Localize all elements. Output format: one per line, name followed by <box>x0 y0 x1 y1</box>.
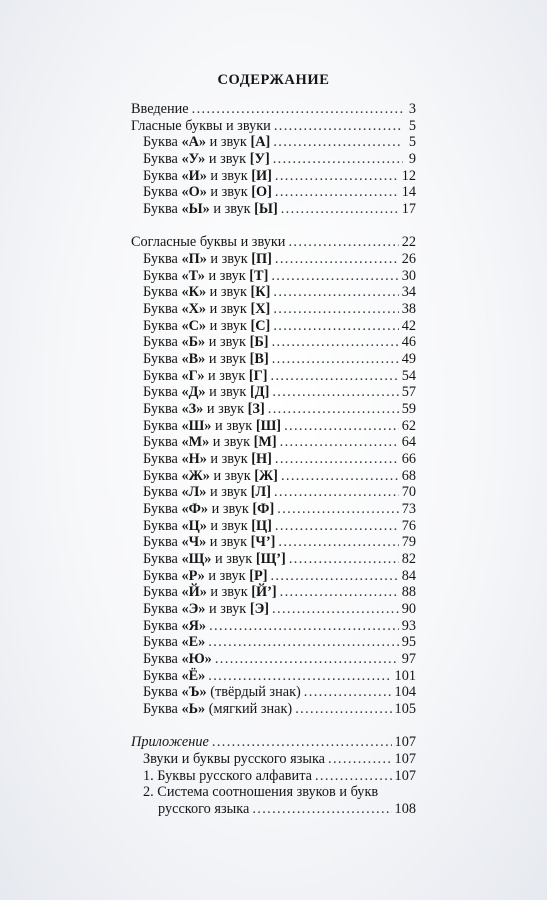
entry-sound: [Щ’] <box>255 551 286 567</box>
entry-letter: «Щ» <box>181 551 212 567</box>
page-number: 105 <box>394 701 416 717</box>
entry-prefix: Буква <box>143 318 182 334</box>
entry-prefix: Буква <box>143 434 182 450</box>
entry-prefix: Буква <box>143 684 182 700</box>
entry-letter: «П» <box>181 251 207 267</box>
toc-entry[interactable] <box>143 184 416 201</box>
entry-label <box>143 484 271 501</box>
toc-entry[interactable] <box>143 684 416 701</box>
entry-letter: «Ё» <box>181 668 206 684</box>
entry-letter: «О» <box>181 184 207 200</box>
toc-entry[interactable] <box>143 501 416 518</box>
entry-middle: и звук <box>211 418 256 434</box>
entry-label <box>143 668 205 685</box>
page-number: 108 <box>394 801 416 817</box>
page-number: 26 <box>401 251 416 267</box>
entry-middle: и звук <box>205 384 250 400</box>
dot-leader <box>208 668 391 685</box>
dot-leader <box>280 584 399 601</box>
entry-letter: «Й» <box>181 584 207 600</box>
entry-sound: [Т] <box>249 268 269 284</box>
entry-prefix: Буква <box>143 351 182 367</box>
dot-leader <box>288 234 398 251</box>
entry-middle: и звук <box>211 551 256 567</box>
entry-letter: «Т» <box>181 268 205 284</box>
entry-sound: [О] <box>251 184 272 200</box>
entry-letter: «В» <box>181 351 206 367</box>
entry-sound: [Ш] <box>255 418 282 434</box>
dot-leader <box>215 651 399 668</box>
dot-leader <box>268 401 399 418</box>
page-number: 3 <box>408 101 416 117</box>
page-number: 107 <box>394 768 416 784</box>
entry-label <box>143 401 265 418</box>
entry-label <box>143 268 268 285</box>
toc-entry[interactable] <box>143 384 416 401</box>
entry-middle: и звук <box>206 168 252 184</box>
entry-sound: [Э] <box>249 601 270 617</box>
entry-sound: [Й’] <box>251 584 277 600</box>
entry-letter: «З» <box>181 401 204 417</box>
entry-sound: [К] <box>250 284 271 300</box>
entry-middle: и звук <box>209 434 254 450</box>
toc-entry[interactable] <box>143 618 416 635</box>
page-number: 12 <box>401 168 416 184</box>
toc-entry[interactable] <box>143 784 378 801</box>
entry-label <box>143 368 268 385</box>
entry-sound: [М] <box>253 434 277 450</box>
dot-leader <box>295 701 391 718</box>
entry-letter: «М» <box>181 434 210 450</box>
page-number: 49 <box>401 351 416 367</box>
entry-letter: «У» <box>181 151 206 167</box>
entry-prefix: Буква <box>143 568 182 584</box>
entry-sound: [Р] <box>249 568 268 584</box>
page-number: 14 <box>401 184 416 200</box>
page-number: 38 <box>401 301 416 317</box>
page-number: 104 <box>394 684 416 700</box>
entry-letter: «Ф» <box>181 501 209 517</box>
page-number: 76 <box>401 518 416 534</box>
entry-letter: «Я» <box>181 618 207 634</box>
entry-sound: [В] <box>249 351 269 367</box>
entry-label <box>143 568 267 585</box>
entry-label <box>143 618 206 635</box>
entry-sound: [Х] <box>250 301 271 317</box>
page-number: 79 <box>401 534 416 550</box>
dot-leader <box>273 151 403 168</box>
entry-label <box>143 318 270 335</box>
page-number: 68 <box>401 468 416 484</box>
page-number: 66 <box>401 451 416 467</box>
dot-leader <box>289 551 399 568</box>
toc-entry[interactable] <box>143 401 416 418</box>
entry-label <box>143 201 278 218</box>
entry-middle: и звук <box>206 534 251 550</box>
dot-leader <box>275 168 399 185</box>
toc-entry[interactable] <box>143 284 416 301</box>
entry-label <box>143 784 378 801</box>
page-number: 73 <box>401 501 416 517</box>
entry-middle: и звук <box>204 268 250 284</box>
entry-prefix: Буква <box>143 201 182 217</box>
toc-entry[interactable] <box>143 484 416 501</box>
entry-label <box>131 734 209 751</box>
dot-leader <box>208 634 398 651</box>
entry-letter: «Э» <box>181 601 206 617</box>
entry-prefix: Буква <box>143 601 182 617</box>
dot-leader <box>275 518 399 535</box>
dot-leader <box>271 268 398 285</box>
page-number: 88 <box>401 584 416 600</box>
entry-letter: «А» <box>181 134 207 150</box>
entry-letter: «Ч» <box>181 534 207 550</box>
entry-title: Гласные буквы и звуки <box>131 118 271 134</box>
entry-prefix: Буква <box>143 134 182 150</box>
entry-prefix: Буква <box>143 701 182 717</box>
page-number: 64 <box>401 434 416 450</box>
page-number: 9 <box>408 151 416 167</box>
entry-sound: [С] <box>250 318 271 334</box>
toc-entry[interactable] <box>143 334 416 351</box>
entry-prefix: Буква <box>143 384 182 400</box>
entry-prefix: Буква <box>143 334 182 350</box>
dot-leader <box>274 118 403 135</box>
toc-entry[interactable] <box>143 201 416 218</box>
toc-entry[interactable] <box>131 234 416 251</box>
entry-prefix: Буква <box>143 401 182 417</box>
dot-leader <box>252 801 391 818</box>
toc-entry[interactable] <box>143 768 416 785</box>
entry-letter: «Ш» <box>181 418 212 434</box>
entry-label <box>143 684 301 701</box>
entry-label <box>143 418 281 435</box>
entry-label <box>143 451 272 468</box>
entry-letter: «Ц» <box>181 518 207 534</box>
entry-middle: и звук <box>206 318 251 334</box>
entry-prefix: Буква <box>143 268 182 284</box>
entry-sound: [Ф] <box>252 501 275 517</box>
dot-leader <box>275 451 399 468</box>
entry-middle: (мягкий знак) <box>205 701 293 717</box>
dot-leader <box>274 484 399 501</box>
entry-sound: [Б] <box>249 334 269 350</box>
entry-label <box>143 551 286 568</box>
dot-leader <box>315 768 392 785</box>
page-number: 101 <box>394 668 416 684</box>
entry-letter: «Ы» <box>181 201 210 217</box>
entry-prefix: Буква <box>143 251 182 267</box>
toc-entry[interactable] <box>143 534 416 551</box>
entry-letter: «Х» <box>181 301 207 317</box>
dot-leader <box>270 568 398 585</box>
entry-label <box>131 234 285 251</box>
entry-prefix: Буква <box>143 634 182 650</box>
page-number: 62 <box>401 418 416 434</box>
entry-prefix: Буква <box>143 284 182 300</box>
toc-entry[interactable] <box>143 468 416 485</box>
entry-middle: и звук <box>208 501 253 517</box>
entry-middle: и звук <box>206 451 252 467</box>
entry-title: Звуки и буквы русского языка <box>143 751 326 767</box>
entry-title: Приложение <box>131 734 209 750</box>
toc-entry[interactable] <box>143 518 416 535</box>
entry-letter: «Г» <box>181 368 205 384</box>
toc-entry[interactable] <box>143 134 416 151</box>
entry-middle: и звук <box>206 284 251 300</box>
dot-leader <box>280 434 399 451</box>
entry-label <box>143 151 270 168</box>
dot-leader <box>273 301 398 318</box>
dot-leader <box>284 418 399 435</box>
toc-entry[interactable] <box>143 301 416 318</box>
entry-prefix: Буква <box>143 551 182 567</box>
entry-label <box>143 634 205 651</box>
page-number: 59 <box>401 401 416 417</box>
entry-letter: «Ж» <box>181 468 210 484</box>
toc-entry[interactable] <box>143 251 416 268</box>
dot-leader <box>273 284 398 301</box>
toc-entry[interactable] <box>143 551 416 568</box>
entry-label <box>143 284 270 301</box>
entry-middle: и звук <box>204 568 250 584</box>
entry-sound: [Н] <box>251 451 272 467</box>
entry-letter: «Н» <box>181 451 207 467</box>
entry-label <box>143 501 274 518</box>
entry-letter: «Ъ» <box>181 684 207 700</box>
page-number: 22 <box>401 234 416 250</box>
page-number: 82 <box>401 551 416 567</box>
entry-middle: и звук <box>205 601 250 617</box>
dot-leader <box>212 734 392 751</box>
entry-letter: «Ь» <box>181 701 206 717</box>
entry-letter: «Л» <box>181 484 207 500</box>
toc-entry[interactable] <box>143 368 416 385</box>
entry-prefix: Буква <box>143 651 182 667</box>
entry-letter: «Е» <box>181 634 206 650</box>
page-number: 107 <box>394 751 416 767</box>
page-number: 97 <box>401 651 416 667</box>
entry-middle: и звук <box>206 484 251 500</box>
dot-leader <box>192 101 403 118</box>
entry-label <box>131 101 189 118</box>
toc-entry[interactable] <box>143 268 416 285</box>
entry-middle: и звук <box>205 351 250 367</box>
entry-prefix: Буква <box>143 501 182 517</box>
entry-middle: и звук <box>209 201 255 217</box>
toc-entry[interactable] <box>143 584 416 601</box>
toc-entry[interactable] <box>143 651 416 668</box>
toc-entry[interactable] <box>143 568 416 585</box>
dot-leader <box>272 601 399 618</box>
entry-sound: [Ц] <box>251 518 272 534</box>
entry-letter: «Ю» <box>181 651 212 667</box>
entry-label <box>158 801 249 818</box>
page-number: 54 <box>401 368 416 384</box>
entry-middle: (твёрдый знак) <box>206 684 301 700</box>
entry-label <box>143 384 269 401</box>
entry-letter: «К» <box>181 284 207 300</box>
entry-title: 2. Система соотношения звуков и букв <box>143 784 379 800</box>
entry-label <box>143 184 272 201</box>
toc-entry[interactable] <box>143 318 416 335</box>
toc-entry[interactable] <box>143 451 416 468</box>
entry-label <box>143 584 277 601</box>
entry-sound: [У] <box>249 151 270 167</box>
toc-entry[interactable] <box>143 701 416 718</box>
entry-prefix: Буква <box>143 368 182 384</box>
entry-letter: «Д» <box>181 384 206 400</box>
page-number: 84 <box>401 568 416 584</box>
entry-label <box>143 434 277 451</box>
dot-leader <box>273 134 403 151</box>
entry-sound: [Л] <box>250 484 271 500</box>
dot-leader <box>275 251 399 268</box>
entry-label <box>143 251 272 268</box>
dot-leader <box>272 351 399 368</box>
entry-label <box>143 751 325 768</box>
entry-prefix: Буква <box>143 301 182 317</box>
entry-sound: [З] <box>247 401 265 417</box>
dot-leader <box>281 201 399 218</box>
dot-leader <box>209 618 399 635</box>
toc-entry[interactable] <box>143 151 416 168</box>
entry-prefix: Буква <box>143 184 182 200</box>
page-number: 5 <box>408 118 416 134</box>
entry-middle: и звук <box>203 401 248 417</box>
entry-prefix: Буква <box>143 418 182 434</box>
entry-prefix: Буква <box>143 151 182 167</box>
entry-title: Введение <box>131 101 189 117</box>
dot-leader <box>272 384 398 401</box>
entry-letter: «Б» <box>181 334 206 350</box>
dot-leader <box>275 184 399 201</box>
dot-leader <box>277 501 398 518</box>
entry-prefix: Буква <box>143 168 182 184</box>
dot-leader <box>281 468 399 485</box>
toc-entry[interactable] <box>131 101 416 118</box>
entry-sound: [А] <box>250 134 271 150</box>
dot-leader <box>271 368 399 385</box>
entry-label <box>143 518 272 535</box>
toc-entry[interactable] <box>158 801 416 818</box>
entry-middle: и звук <box>206 134 251 150</box>
page-number: 107 <box>394 734 416 750</box>
page-number: 57 <box>401 384 416 400</box>
entry-middle: и звук <box>206 301 251 317</box>
entry-sound: [Г] <box>248 368 268 384</box>
entry-letter: «Р» <box>181 568 205 584</box>
entry-prefix: Буква <box>143 484 182 500</box>
entry-label <box>143 651 212 668</box>
entry-sound: [Д] <box>249 384 270 400</box>
toc-entry[interactable] <box>131 118 416 135</box>
dot-leader <box>304 684 392 701</box>
entry-letter: «С» <box>181 318 207 334</box>
page-number: 5 <box>408 134 416 150</box>
page-number: 93 <box>401 618 416 634</box>
entry-label <box>143 351 269 368</box>
page-number: 95 <box>401 634 416 650</box>
entry-label <box>143 334 269 351</box>
page-number: 30 <box>401 268 416 284</box>
entry-title: Согласные буквы и звуки <box>131 234 286 250</box>
page-number: 90 <box>401 601 416 617</box>
entry-sound: [Ч’] <box>250 534 276 550</box>
dot-leader <box>272 334 399 351</box>
entry-prefix: Буква <box>143 468 182 484</box>
entry-middle: и звук <box>205 151 250 167</box>
entry-prefix: Буква <box>143 451 182 467</box>
entry-prefix: Буква <box>143 668 182 684</box>
entry-middle: и звук <box>206 518 252 534</box>
entry-middle: и звук <box>205 334 250 350</box>
entry-title: 1. Буквы русского алфавита <box>143 768 312 784</box>
entry-label <box>143 301 270 318</box>
entry-prefix: Буква <box>143 518 182 534</box>
entry-sound: [Ж] <box>254 468 278 484</box>
dot-leader <box>278 534 398 551</box>
page-title: СОДЕРЖАНИЕ <box>217 72 330 88</box>
entry-letter: «И» <box>181 168 207 184</box>
entry-middle: и звук <box>209 468 255 484</box>
entry-label <box>143 468 278 485</box>
toc-entry[interactable] <box>143 434 416 451</box>
entry-sound: [Ы] <box>254 201 278 217</box>
entry-middle: и звук <box>206 584 252 600</box>
toc-entry[interactable] <box>131 734 416 751</box>
entry-label <box>143 168 272 185</box>
dot-leader <box>328 751 392 768</box>
toc-entry[interactable] <box>143 634 416 651</box>
entry-label <box>143 601 269 618</box>
entry-label <box>143 134 270 151</box>
entry-label <box>143 768 312 785</box>
page-number: 42 <box>401 318 416 334</box>
toc-entry[interactable] <box>143 418 416 435</box>
toc-entry[interactable] <box>143 351 416 368</box>
toc-entry[interactable] <box>143 168 416 185</box>
toc-entry[interactable] <box>143 668 416 685</box>
entry-sound: [П] <box>251 251 272 267</box>
entry-middle: и звук <box>206 184 252 200</box>
entry-label <box>143 701 292 718</box>
entry-middle: и звук <box>206 251 252 267</box>
page-number: 34 <box>401 284 416 300</box>
entry-middle: и звук <box>204 368 249 384</box>
entry-prefix: Буква <box>143 534 182 550</box>
page-number: 17 <box>401 201 416 217</box>
entry-prefix: Буква <box>143 618 182 634</box>
entry-label <box>131 118 271 135</box>
entry-sound: [И] <box>251 168 272 184</box>
dot-leader <box>273 318 398 335</box>
page-number: 70 <box>401 484 416 500</box>
toc-entry[interactable] <box>143 751 416 768</box>
entry-title: русского языка <box>158 801 250 817</box>
entry-prefix: Буква <box>143 584 182 600</box>
entry-label <box>143 534 275 551</box>
page-number: 46 <box>401 334 416 350</box>
toc-entry[interactable] <box>143 601 416 618</box>
